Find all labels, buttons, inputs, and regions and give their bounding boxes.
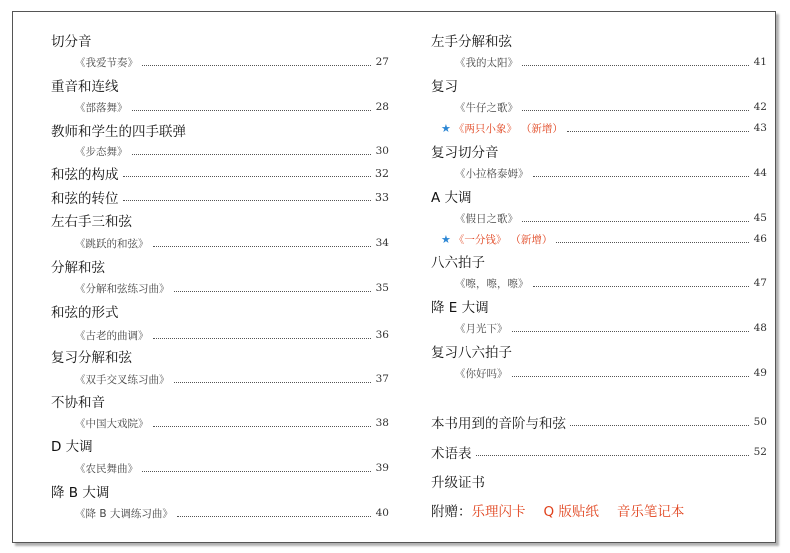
entry-title: 《降 B 大调练习曲》: [75, 507, 173, 520]
page-number: 49: [753, 367, 767, 379]
entry-title: 《小拉格泰姆》: [455, 167, 529, 180]
dot-leader: [522, 110, 749, 111]
entry-title: 《部落舞》: [75, 101, 128, 114]
new-badge: （新增）: [520, 122, 563, 135]
toc-heading: [431, 30, 767, 50]
heading-text: 教师和学生的四手联弹: [51, 124, 186, 140]
heading-text: 复习分解和弦: [51, 350, 132, 366]
toc-heading: [51, 346, 389, 366]
toc-entry[interactable]: [431, 273, 767, 293]
dot-leader: [522, 221, 749, 222]
toc-heading: [431, 251, 767, 271]
heading-text: 和弦的转位: [51, 191, 119, 207]
toc-heading: [51, 391, 389, 411]
entry-title: 《牛仔之歌》: [455, 101, 518, 114]
entry-title: 《步态舞》: [75, 145, 128, 158]
page-number: 35: [375, 282, 389, 294]
entry-title: 《中国大戏院》: [75, 417, 149, 430]
toc-entry[interactable]: [51, 278, 389, 298]
page-number: 32: [375, 166, 389, 180]
star-icon: ★: [441, 232, 451, 246]
heading-text: 复习切分音: [431, 145, 499, 161]
heading-text: 降 B 大调: [51, 485, 110, 501]
heading-text: 本书用到的音阶与和弦: [431, 416, 566, 432]
toc-heading: [431, 341, 767, 361]
dot-leader: [132, 110, 372, 111]
toc-heading: [51, 210, 389, 230]
heading-text: 八六拍子: [431, 255, 485, 271]
heading-text: 降 E 大调: [431, 300, 489, 316]
gift-item: 音乐笔记本: [616, 504, 685, 520]
heading-text: D 大调: [51, 439, 93, 455]
toc-heading: [51, 435, 389, 455]
entry-title: 《农民舞曲》: [75, 462, 138, 475]
toc-heading: [51, 30, 389, 50]
dot-leader: [132, 154, 372, 155]
heading-text: 术语表: [431, 446, 472, 462]
toc-heading: [51, 481, 389, 501]
toc-page: [12, 11, 776, 543]
heading-text: 左手分解和弦: [431, 34, 512, 50]
dot-leader: [153, 426, 372, 427]
page-number: 36: [375, 329, 389, 341]
toc-entry[interactable]: [431, 318, 767, 338]
dot-leader: [174, 382, 372, 383]
toc-entry-new[interactable]: [431, 118, 767, 138]
toc-heading: [431, 75, 767, 95]
toc-heading: [431, 186, 767, 206]
entry-title: 《跳跃的和弦》: [75, 237, 149, 250]
gifts-label: 附赠：: [431, 504, 472, 520]
entry-title: 《两只小象》: [453, 122, 517, 135]
entry-title: 《古老的曲调》: [75, 329, 149, 342]
star-icon: ★: [441, 121, 451, 135]
gifts-line: [431, 499, 767, 521]
page-number: 45: [753, 212, 767, 224]
page-number: 28: [375, 101, 389, 113]
page-number: 38: [375, 417, 389, 429]
dot-leader: [177, 516, 371, 517]
dot-leader: [153, 338, 372, 339]
heading-text: 左右手三和弦: [51, 214, 132, 230]
toc-entry[interactable]: [51, 233, 389, 253]
page-number: 46: [753, 233, 767, 245]
dot-leader: [476, 455, 750, 456]
dot-leader: [522, 65, 749, 66]
page-number: 40: [375, 507, 389, 519]
toc-heading: [51, 301, 389, 321]
page-number: 33: [375, 190, 389, 204]
toc-heading: [51, 120, 389, 140]
page-number: 39: [375, 462, 389, 474]
toc-heading: [431, 141, 767, 161]
entry-title: 《我爱节奏》: [75, 56, 138, 69]
heading-text: 复习: [431, 79, 458, 95]
dot-leader: [153, 246, 372, 247]
gift-item: 乐理闪卡: [471, 504, 526, 520]
dot-leader: [533, 176, 750, 177]
toc-appendix-scales[interactable]: [431, 411, 767, 433]
toc-entry[interactable]: [431, 208, 767, 228]
dot-leader: [174, 291, 372, 292]
page-number: 27: [375, 56, 389, 68]
toc-entry[interactable]: [51, 458, 389, 478]
page-number: 30: [375, 145, 389, 157]
toc-appendix-glossary[interactable]: [431, 441, 767, 463]
heading-text: 和弦的形式: [51, 305, 119, 321]
gift-item: Q 版贴纸: [543, 504, 599, 520]
page-number: 34: [375, 237, 389, 249]
toc-entry[interactable]: [51, 141, 389, 161]
toc-entry[interactable]: [51, 413, 389, 433]
toc-entry[interactable]: [431, 363, 767, 383]
entry-title: 《一分钱》: [453, 233, 507, 246]
toc-entry[interactable]: [51, 325, 389, 345]
dot-leader: [567, 131, 749, 132]
page-number: 41: [753, 56, 767, 68]
heading-text: 切分音: [51, 34, 92, 50]
toc-heading: [51, 256, 389, 276]
entry-title: 《嚓，嚓，嚓》: [455, 277, 529, 290]
toc-heading: [431, 296, 767, 316]
toc-entry[interactable]: [51, 503, 389, 523]
page-number: 42: [753, 101, 767, 113]
entry-title: 《我的太阳》: [455, 56, 518, 69]
dot-leader: [142, 65, 371, 66]
page-number: 44: [753, 167, 767, 179]
dot-leader: [556, 242, 749, 243]
toc-appendix-certificate[interactable]: [431, 470, 767, 492]
dot-leader: [123, 200, 372, 201]
heading-text: A 大调: [431, 190, 472, 206]
heading-text: 升级证书: [431, 475, 485, 491]
toc-heading[interactable]: [51, 163, 389, 183]
heading-text: 重音和连线: [51, 79, 119, 95]
dot-leader: [570, 425, 749, 426]
toc-entry[interactable]: [431, 163, 767, 183]
heading-text: 分解和弦: [51, 260, 105, 276]
toc-entry[interactable]: [51, 52, 389, 72]
page-number: 43: [753, 122, 767, 134]
entry-title: 《假日之歌》: [455, 212, 518, 225]
dot-leader: [512, 376, 750, 377]
heading-text: 复习八六拍子: [431, 345, 512, 361]
new-badge: （新增）: [510, 233, 553, 246]
dot-leader: [142, 471, 371, 472]
toc-entry[interactable]: [51, 97, 389, 117]
dot-leader: [512, 331, 750, 332]
page-number: 37: [375, 373, 389, 385]
toc-entry-new[interactable]: [431, 229, 767, 249]
dot-leader: [533, 286, 750, 287]
entry-title: 《月光下》: [455, 322, 508, 335]
entry-title: 《双手交叉练习曲》: [75, 373, 170, 386]
toc-heading[interactable]: [51, 187, 389, 207]
toc-entry[interactable]: [431, 97, 767, 117]
toc-entry[interactable]: [51, 369, 389, 389]
dot-leader: [123, 176, 372, 177]
page-number: 48: [753, 322, 767, 334]
page-number: 52: [753, 446, 767, 458]
heading-text: 和弦的构成: [51, 167, 119, 183]
page-number: 50: [753, 416, 767, 428]
entry-title: 《你好吗》: [455, 367, 508, 380]
toc-entry[interactable]: [431, 52, 767, 72]
entry-title: 《分解和弦练习曲》: [75, 282, 170, 295]
toc-heading: [51, 75, 389, 95]
heading-text: 不协和音: [51, 395, 105, 411]
page-number: 47: [753, 277, 767, 289]
